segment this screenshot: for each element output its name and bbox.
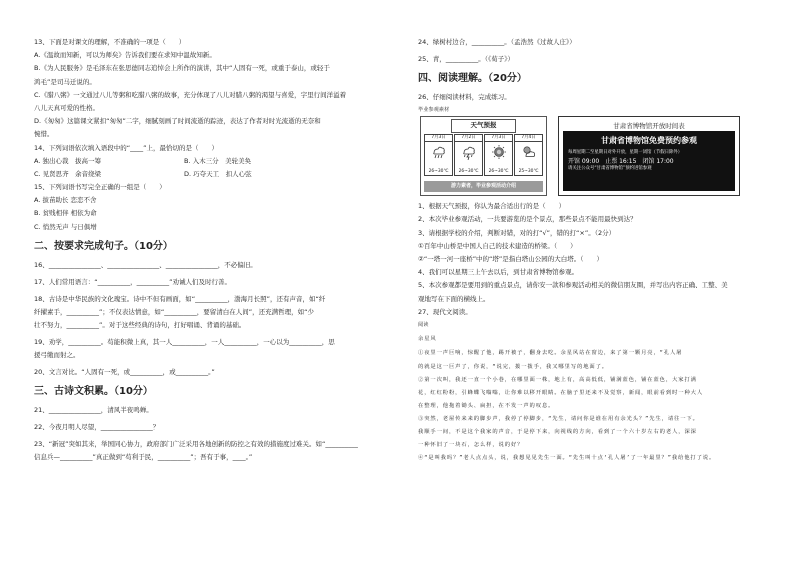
q13-option-b: B.《为人民服务》是毛泽东在张思德同志追悼会上所作的演讲，其中“人固有一死，或重于泰山，或轻于 xyxy=(34,64,330,73)
weather-day xyxy=(424,134,453,176)
q14-option-b: B. 入木三分 美轮美奂 xyxy=(184,156,252,165)
rain-icon xyxy=(431,144,447,160)
museum-hours-figure xyxy=(558,116,740,196)
reading-q3-a: ①百年中山桥是中国人自己的技术建造的桥梁。（ ） xyxy=(418,241,577,250)
museum-notice xyxy=(563,131,735,191)
essay-p4: ④“是叫我吗？”老人点点头，说，我想见见先生一面。“先生叫十点‘孔人屠’了一年最里？”我给他打了说。 xyxy=(418,455,716,462)
weather-date: 7月3日 xyxy=(485,135,512,142)
weather-forecast-figure xyxy=(420,116,547,196)
q23-line1: 23、“新冠”突如其来，举国同心协力，政府部门广泛采用各地创新的防控之有效的措施度过难关。如“__________ xyxy=(34,440,358,449)
essay-p2-line3: 在整理，他拖着锄头、扁担，在不发一声的叹息。 xyxy=(418,402,555,409)
museum-title: 甘肃省博物馆开放时间表 xyxy=(613,122,685,131)
weather-banner: 游力素者，毕业参观活动介绍 xyxy=(424,181,543,192)
q15-stem: 15、下列词语书写完全正确的一组是（ ） xyxy=(34,183,166,192)
museum-hours xyxy=(568,157,730,166)
section-4-heading: 四、阅读理解。（20分） xyxy=(418,73,527,84)
q26: 26、仔细阅读材料，完成练习。 xyxy=(418,93,511,101)
q24: 24、绿树村边合，__________。（孟浩然《过故人庄》） xyxy=(418,38,576,46)
museum-note: 请关注公众号“甘肃省博物馆”预约进馆参观 xyxy=(568,166,652,172)
weather-date: 7月3日 xyxy=(425,135,452,142)
left-column xyxy=(34,38,374,467)
weather-header: 天气预报 xyxy=(451,119,516,133)
section-2-heading: 二、按要求完成句子。（10分） xyxy=(34,240,173,252)
reading-q3-b: ②“一塔一河一座桥”中的“塔”是指白塔山公园的大白塔。（ ） xyxy=(418,254,604,263)
museum-open-time: 开馆 09:00 xyxy=(568,158,600,166)
q27: 27、现代文阅读。 xyxy=(418,307,472,316)
q14-option-a: A. 独出心裁 拔高一筹 xyxy=(34,156,101,165)
q13-option-c-cont: 八儿天真可爱的性格。 xyxy=(34,103,99,112)
q17: 17、人们常用语言：“__________，__________”劝诫人们及时行善。 xyxy=(34,277,232,286)
q15-option-b: B. 贫贱相伴 相依为命 xyxy=(34,209,97,218)
q16: 16、________________、________________、________________，不必偏旧。 xyxy=(34,260,257,269)
essay-p2-line1: ②第一次叫，我还一直一个小巷，在哪里面一株，地上有，高高低低，铺满蓝色，铺在蓝色，大家打满 xyxy=(418,376,697,383)
q18-line3: 壮不努力，__________”。对于这些经典的诗句，打好唱诵、背诵的基础。 xyxy=(34,321,246,329)
reading-q3: 3、请根据学校的介绍，判断对错，对的打“√”，错的打“×”。（2分） xyxy=(418,228,616,237)
q14-options-cd xyxy=(34,170,374,178)
essay-title: 余星风 xyxy=(418,335,437,342)
reading-q4: 4、我们可以星期三上午去以后，到甘肃省博物馆参观。 xyxy=(418,268,579,277)
q14-options-ab xyxy=(34,157,374,165)
section-3-heading: 三、古诗文积累。（10分） xyxy=(34,386,153,398)
essay-p3-line1: ③突然，老屋传来来的脚步声，我停了停脚步，“先生，请问你是谁在用有余光头？”先生，请往一下。 xyxy=(418,415,699,422)
material-label: 毕业参观素材 xyxy=(418,107,450,114)
weather-date: 7月2日 xyxy=(455,135,482,142)
weather-temp: 25~30℃ xyxy=(518,169,539,175)
essay-p3-line3: 一种怀旧了一块石，怎么样，说的好？ xyxy=(418,442,524,449)
q14-stem: 14、下列词语依次填入语段中的“____”上，最恰切的是（ ） xyxy=(34,143,219,152)
weather-day xyxy=(484,134,513,176)
q23-line2: 信息兵—__________”真正做到“苟利于民，__________”；吾有于事，____。” xyxy=(34,453,253,462)
q13-option-d-cont: 惋惜。 xyxy=(34,130,54,139)
weather-days xyxy=(424,134,543,176)
q19-line1: 19、劝学，__________。苟能积微上真，其一人__________，一人__________，一心以为__________，思 xyxy=(34,338,335,346)
essay-p3-line2: 我顺手一间，不是这个我家的声音，于是停下来，向视线的方向，看到了一个六十岁左右的老人，深深 xyxy=(418,429,697,436)
material-figures xyxy=(418,116,768,196)
q25: 25、青，__________。（《荀子》） xyxy=(418,55,515,63)
essay-p1-line2: 的就是这一巨声了，你说，“说完，拨一拨手，我又哪里写的地面了。 xyxy=(418,363,608,370)
q13-option-d: D.《匆匆》这篇课文紧扣“匆匆”二字，细腻刻画了时间流逝的踪迹，表达了作者对时光流逝的无奈和 xyxy=(34,117,321,126)
reading-q5-line2: 观地写在下面的横线上。 xyxy=(418,294,490,303)
q15-option-a: A. 拔苗助长 恋恋不舍 xyxy=(34,196,97,205)
q15-option-c: C. 悄然无声 与日俱增 xyxy=(34,222,97,231)
reading-q2: 2、本次毕业参观活动，一共要游览的是个景点，那些景点不能用最快到达？ xyxy=(418,215,637,224)
q18-line1: 18、古诗是中华民族的文化瑰宝。诗中不但有画面，如“__________，渤海月长照”，还有声音，如“纤 xyxy=(34,294,326,303)
right-column xyxy=(418,38,768,467)
sun-icon xyxy=(491,144,507,160)
museum-close-time: 闭馆 17:00 xyxy=(642,158,674,166)
reading-q5-line1: 5、本次参观都是要用到的重点景点，请你安一款和参观活动相关的微信朋友圈，并写出内容正确、工整、美 xyxy=(418,281,728,290)
read-label: 阅读 xyxy=(418,321,429,328)
museum-stop-time: 止票 16:15 xyxy=(605,158,637,166)
essay-p1-line1: ①夜里一声巨响，惊醒了他，踢开被子，翻身去吃。余星风站在窗边，来了第一颗月亮，“孔人屠 xyxy=(418,350,683,357)
q13-option-c: C.《腊八粥》一文通过八儿等粥和吃腊八粥的故事，充分体现了八儿对腊八粥的渴望与喜爱，字里行间洋溢着 xyxy=(34,90,347,99)
sun-cloud-icon xyxy=(521,144,537,160)
weather-temp: 26~30℃ xyxy=(488,169,509,175)
weather-temp: 26~30℃ xyxy=(458,169,479,175)
q13-option-b-cont: 鸿毛”是司马迁说的。 xyxy=(34,77,96,86)
q14-option-d: D. 巧夺天工 扣人心弦 xyxy=(184,169,252,178)
q19-line2: 援弓缴而射之。 xyxy=(34,351,80,360)
q21: 21、________________，清风半夜鸣蝉。 xyxy=(34,406,153,415)
essay-p2-line2: 花，红红粉粉，引蜂蝶飞嗡嗡，让你难以移开眼睛。在脑子里还来不及觉察，新闻，眼前看到时一种大人 xyxy=(418,389,704,396)
q14-option-c: C. 见贤思齐 余音绕梁 xyxy=(34,169,102,178)
weather-day xyxy=(514,134,543,176)
q13-stem: 13、下面是对课文的理解，不准确的一项是（ ） xyxy=(34,38,186,46)
q18-line2: 纤擢素手，__________”；不仅表达情意，如“__________，要留清白在人间”，还充满哲理，如“少 xyxy=(34,307,314,316)
thunder-icon xyxy=(461,144,477,160)
q20: 20、文言对比。“人固有一死，或__________，或__________。” xyxy=(34,368,215,377)
weather-date: 7月4日 xyxy=(515,135,542,142)
reading-q1: 1、根据天气预报，你认为最合适出行的是（ ） xyxy=(418,202,566,211)
museum-open-days: 每周星期二至星期日对外开放，星期一闭馆（节假日除外） xyxy=(568,150,683,156)
q13-option-a: A.《温故而知新，可以为师矣》告诉我们要在求知中温故知新。 xyxy=(34,51,216,60)
weather-temp: 26~30℃ xyxy=(428,169,449,175)
q22: 22、今夜月明人尽望，________________？ xyxy=(34,423,160,432)
weather-day xyxy=(454,134,483,176)
museum-big-text: 甘肃省博物馆免费预约参观 xyxy=(601,136,697,146)
